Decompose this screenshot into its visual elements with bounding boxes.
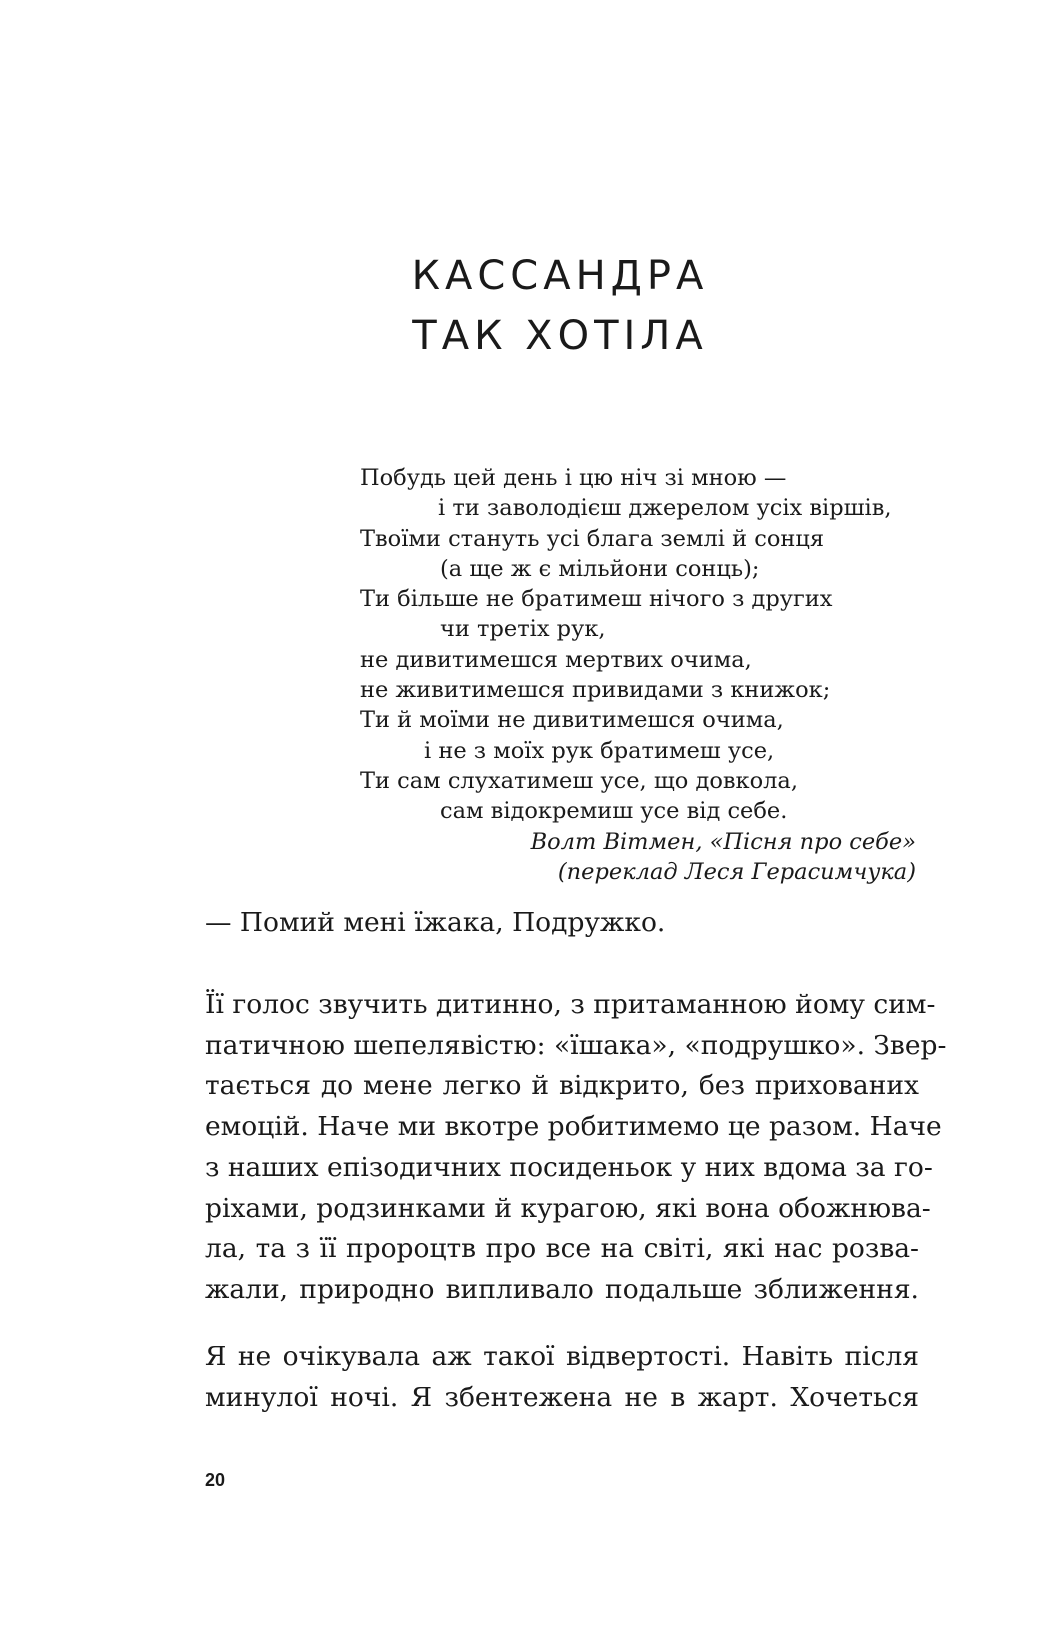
epigraph-line: і ти заволодієш джерелом усіх віршів, (438, 495, 892, 522)
chapter-title (0, 246, 1040, 366)
chapter-title-line-2: ТАК ХОТІЛА (412, 313, 708, 359)
paragraph-line: емоцій. Наче ми вкотре робитимемо це разом. Наче (205, 1111, 942, 1143)
epigraph-line: Побудь цей день і цю ніч зі мною — (360, 465, 787, 491)
paragraph-line: ріхами, родзинками й курагою, які вона обожнюва- (205, 1192, 931, 1224)
epigraph-line: (а ще ж є мільйони сонць); (440, 555, 760, 582)
epigraph-line: Ти сам слухатимеш усе, що довкола, (360, 767, 799, 794)
epigraph-line: не живитимешся привидами з книжок; (360, 677, 831, 704)
epigraph-attribution: Волт Вітмен, «Пісня про себе» (530, 828, 916, 855)
dialogue-line (205, 903, 919, 944)
page-number: 20 (205, 1470, 226, 1490)
epigraph-translator: (переклад Леся Герасимчука) (557, 858, 916, 885)
paragraph-line: Її голос звучить дитинно, з притаманною йому сим- (205, 989, 936, 1020)
paragraph-1 (205, 985, 947, 1311)
paragraph-line: з наших епізодичних посиденьок у них вдома за го- (205, 1151, 933, 1183)
paragraph-line: Я не очікувала аж такої відвертості. Навіть після (205, 1341, 919, 1372)
paragraph-line: патичною шепелявістю: «їшака», «подрушко». Звер- (205, 1029, 947, 1061)
epigraph (360, 463, 920, 887)
epigraph-line: Ти більше не братимеш нічого з других (360, 586, 833, 613)
paragraph-line: ла, та з її пророцтв про все на світі, які нас розва- (205, 1233, 919, 1265)
epigraph-line: і не з моїх рук братимеш усе, (424, 737, 775, 764)
dialogue-text: — Помий мені їжака, Подружко. (205, 907, 666, 938)
epigraph-line: сам відокремиш усе від себе. (440, 798, 788, 825)
paragraph-line: минулої ночі. Я збентежена не в жарт. Хочеться (205, 1381, 919, 1413)
epigraph-line: Ти й моїми не дивитимешся очима, (360, 707, 784, 734)
paragraph-line: жали, природно випливало подальше зближення. (205, 1273, 919, 1305)
epigraph-line: чи третіх рук, (440, 616, 606, 643)
epigraph-line: Твоїми стануть усі блага землі й сонця (360, 525, 825, 552)
chapter-title-line-1: КАССАНДРА (411, 253, 709, 299)
epigraph-line: не дивитимешся мертвих очима, (360, 646, 752, 673)
paragraph-2 (205, 1337, 919, 1418)
paragraph-line: тається до мене легко й відкрито, без прихованих (205, 1070, 919, 1102)
